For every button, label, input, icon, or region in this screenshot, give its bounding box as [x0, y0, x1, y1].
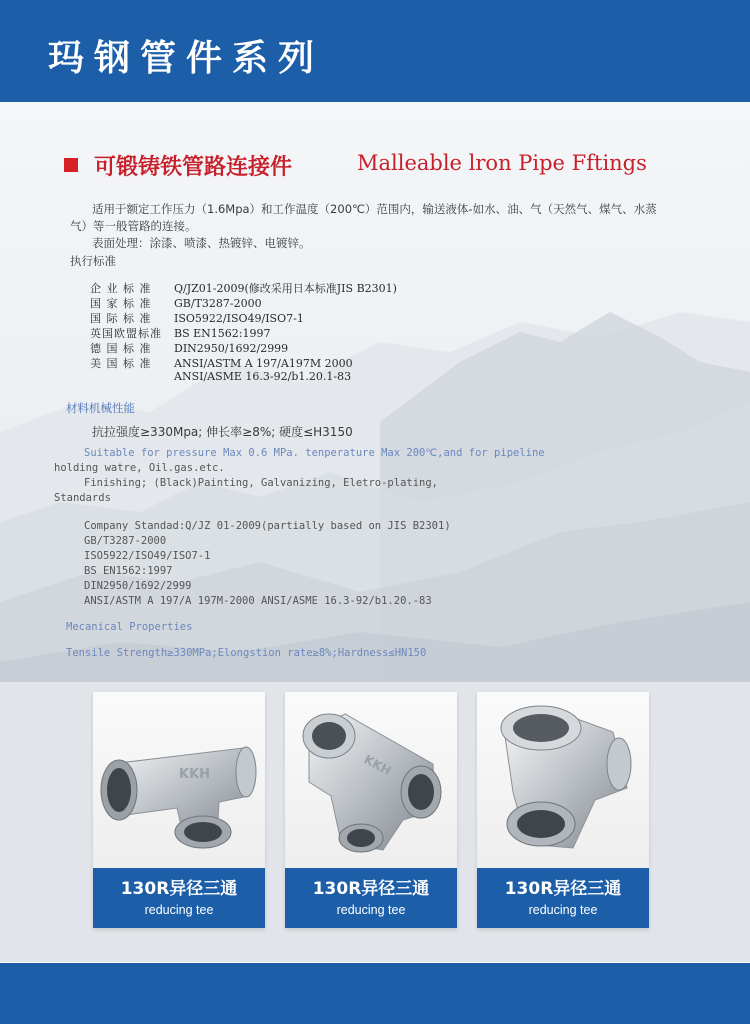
standard-row	[90, 370, 351, 383]
english-standard-line: DIN2950/1692/2999	[84, 580, 192, 592]
footer-bar	[0, 963, 750, 1024]
reducing-tee-image	[285, 692, 457, 868]
standard-label: 国 家 标 准	[90, 297, 152, 310]
product-name-cn: 130R异径三通	[120, 879, 238, 899]
standard-label: 企 业 标 准	[90, 282, 152, 295]
standard-row	[90, 340, 288, 356]
standard-value: ANSI/ASTM A 197/A197M 2000	[174, 357, 353, 370]
standards-heading-cn: 执行标准	[70, 254, 116, 268]
standard-label: 德 国 标 准	[90, 342, 152, 355]
product-logo: KKH	[361, 752, 394, 779]
product-name-en: reducing tee	[336, 903, 406, 917]
standard-value: GB/T3287-2000	[174, 297, 262, 310]
english-line-3: Finishing; (Black)Painting, Galvanizing, Eletro-plating,	[84, 477, 439, 489]
mechanical-heading-cn: 材料机械性能	[66, 401, 135, 415]
surface-treatment-cn: 表面处理：涂漆、喷漆、热镀锌、电镀锌。	[92, 236, 311, 250]
product-card	[285, 692, 457, 928]
english-standards-heading: Standards	[54, 492, 111, 504]
standard-value: ISO5922/ISO49/ISO7-1	[174, 312, 304, 325]
product-name-cn: 130R异径三通	[504, 879, 622, 899]
english-line-2: holding watre, Oil.gas.etc.	[54, 462, 225, 474]
section-title-en: Malleable lron Pipe Fftings	[357, 151, 647, 175]
standard-row	[90, 310, 304, 326]
standard-label: 国 际 标 准	[90, 312, 152, 325]
standard-row	[90, 295, 262, 311]
english-standard-line: ISO5922/ISO49/ISO7-1	[84, 550, 211, 562]
section-title-cn: 可锻铸铁管路连接件	[94, 155, 293, 180]
product-caption	[285, 868, 457, 928]
standard-value: BS EN1562:1997	[174, 327, 271, 340]
product-card	[477, 692, 649, 928]
reducing-tee-image	[93, 692, 265, 868]
english-mechanical-text: Tensile Strength≥330MPa;Elongstion rate≥8%;Hardness≤HN150	[66, 647, 427, 659]
product-caption	[477, 868, 649, 928]
mechanical-text-cn: 抗拉强度≥330Mpa; 伸长率≥8%; 硬度≤H3150	[92, 425, 353, 439]
product-name-cn: 130R异径三通	[312, 879, 430, 899]
standard-row	[90, 355, 353, 371]
header-bar	[0, 0, 750, 102]
standard-value: ANSI/ASME 16.3-92/b1.20.1-83	[174, 370, 352, 383]
english-standard-line: ANSI/ASTM A 197/A 197M-2000 ANSI/ASME 16.3-92/b1.20.-83	[84, 595, 432, 607]
page-title: 玛钢管件系列	[48, 38, 325, 79]
product-name-en: reducing tee	[528, 903, 598, 917]
english-line-1: Suitable for pressure Max 0.6 MPa. tenperature Max 200℃,and for pipeline	[84, 447, 545, 459]
standard-row	[90, 325, 270, 341]
english-standard-line: Company Standad:Q/JZ 01-2009(partially based on JIS B2301)	[84, 520, 451, 532]
section-marker	[64, 158, 78, 172]
english-standard-line: BS EN1562:1997	[84, 565, 173, 577]
reducing-tee-image	[477, 692, 649, 868]
english-standard-line: GB/T3287-2000	[84, 535, 167, 547]
standard-label: 美 国 标 准	[90, 357, 152, 370]
intro-text-cn: 适用于额定工作压力（1.6Mpa）和工作温度（200℃）范围内，输送液体-如水、油、气（天然气、煤气、水蒸气）等一般管路的连接。	[70, 202, 657, 233]
product-caption	[93, 868, 265, 928]
product-name-en: reducing tee	[144, 903, 214, 917]
product-card	[93, 692, 265, 928]
standard-label: 英国欧盟标准	[90, 327, 162, 340]
standard-value: Q/JZ01-2009(修改采用日本标准JIS B2301)	[174, 282, 397, 295]
english-mechanical-heading: Mecanical Properties	[66, 621, 193, 633]
standard-value: DIN2950/1692/2999	[174, 342, 289, 355]
standard-row	[90, 280, 397, 296]
product-logo: KKH	[179, 767, 211, 782]
